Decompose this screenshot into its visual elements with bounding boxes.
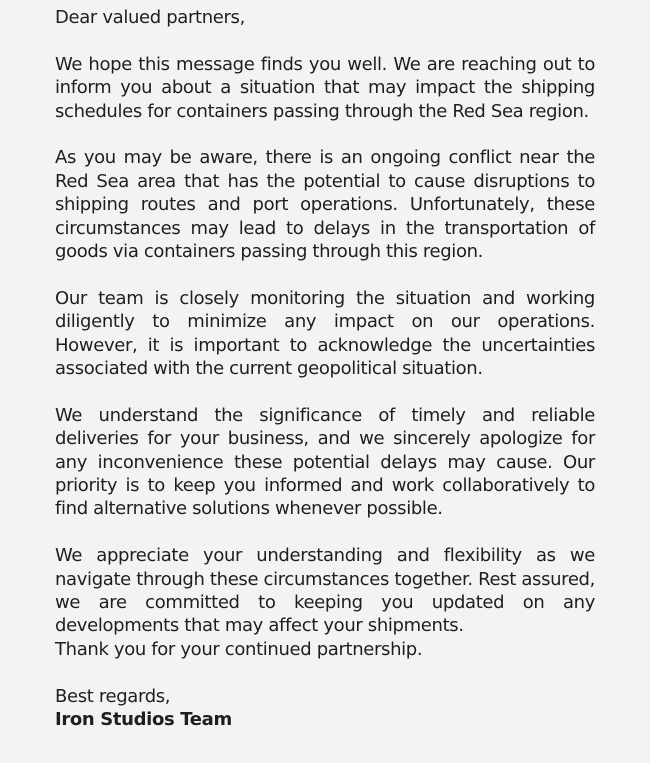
letter xyxy=(55,6,595,732)
greeting: Dear valued partners, xyxy=(55,7,245,28)
paragraph-apology: We understand the significance of timely and reliable deliveries for your business, and we sincerely apologize for any inconvenience these potential delays may cause. Our priority is to keep you informed and work collaboratively to find alternative solutions whenever possible. xyxy=(55,404,595,520)
paragraph-conflict: As you may be aware, there is an ongoing conflict near the Red Sea area that has the potential to cause disruptions to shipping routes and port operations. Unfortunately, these circumstances may lead to delays in the transportation of goods via containers passing through this region. xyxy=(55,147,595,263)
thanks-line: Thank you for your continued partnership. xyxy=(55,638,423,660)
signature: Iron Studios Team xyxy=(55,709,232,731)
paragraph-monitoring: Our team is closely monitoring the situation and working diligently to minimize any impact on our operations. However, it is important to acknowledge the uncertainties associated with the current geopolitical situation. xyxy=(55,287,595,380)
paragraph-intro: We hope this message finds you well. We are reaching out to inform you about a situation that may impact the shipping schedules for containers passing through the Red Sea region. xyxy=(55,53,595,122)
paragraph-appreciation: We appreciate your understanding and flexibility as we navigate through these circumstances together. Rest assured, we are committed to keeping you updated on any developments that may affect your shipments. xyxy=(55,545,595,637)
closing: Best regards, xyxy=(55,685,171,707)
